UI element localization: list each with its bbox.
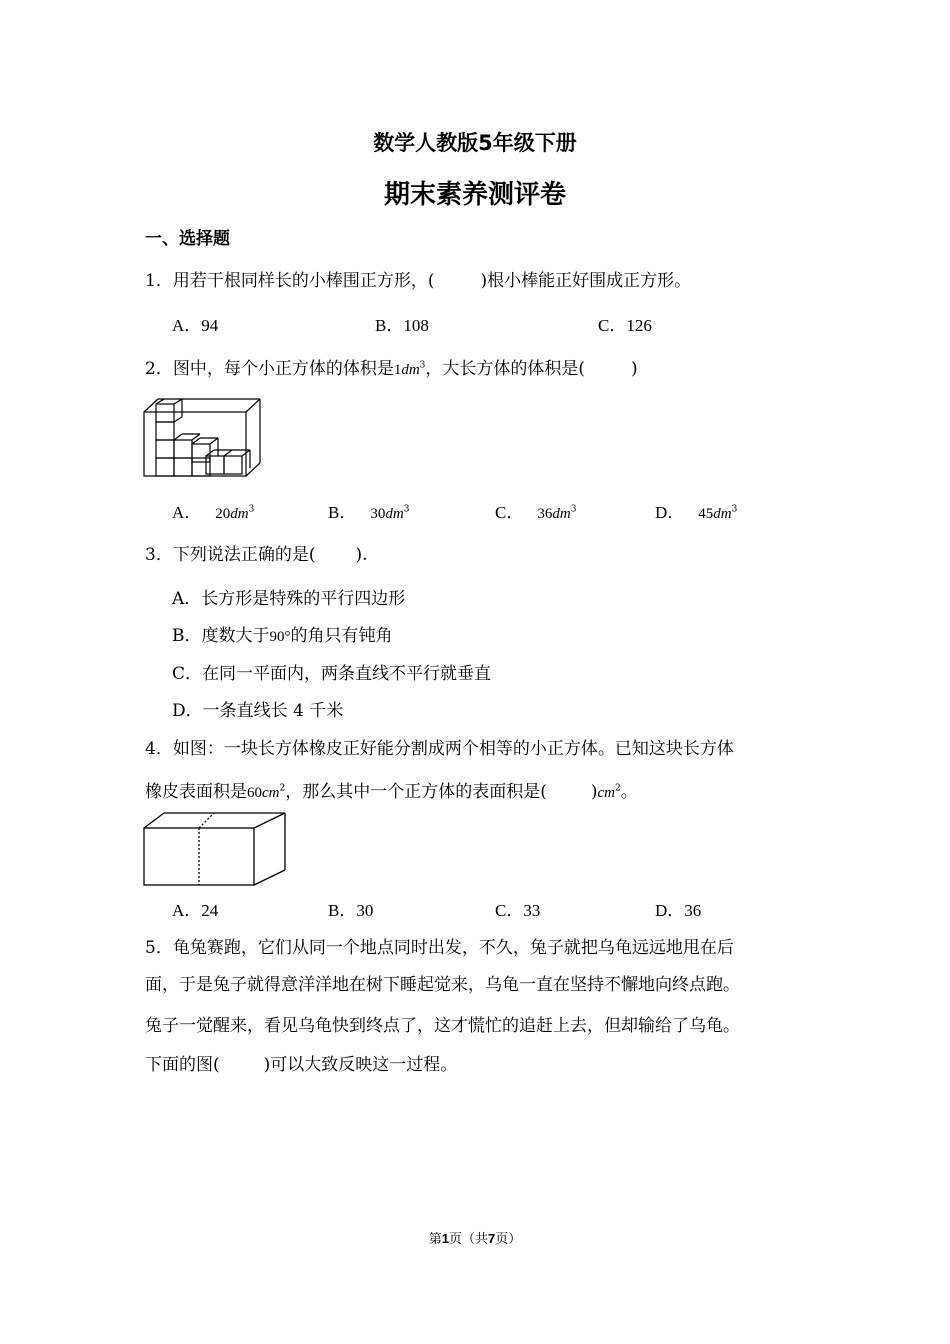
q2-option-a[interactable]: A． $20dm^3$ bbox=[172, 503, 255, 522]
q2-option-b[interactable]: B． $30dm^3$ bbox=[328, 503, 410, 522]
title-line-1: 数学人教版5年级下册 bbox=[373, 131, 577, 155]
q3-option-d[interactable]: D．一条直线长 4 千米 bbox=[172, 701, 344, 721]
title-line-2: 期末素养测评卷 bbox=[383, 180, 566, 210]
question-text: 下列说法正确的是( bbox=[172, 545, 316, 565]
question-4-line-1: 4．如图：一块长方体橡皮正好能分割成两个相等的小正方体。已知这块长方体 bbox=[145, 739, 734, 759]
q4-option-d[interactable]: D．36 bbox=[655, 901, 702, 920]
section-heading: 一、选择题 bbox=[145, 229, 230, 249]
q2-option-c[interactable]: C． $36dm^3$ bbox=[495, 503, 577, 522]
question-1 bbox=[145, 266, 691, 291]
question-text: )根小棒能正好围成正方形。 bbox=[480, 271, 692, 291]
question-5-line-4: 下面的图( )可以大致反映这一过程。 bbox=[145, 1055, 458, 1075]
q2-option-d[interactable]: D． $45dm^3$ bbox=[655, 503, 738, 522]
q3-option-a[interactable]: A．长方形是特殊的平行四边形 bbox=[172, 589, 406, 609]
question-number: 3． bbox=[145, 545, 173, 565]
question-5-line-1: 5．龟兔赛跑，它们从同一个地点同时出发，不久，兔子就把乌龟远远地甩在后 bbox=[145, 938, 734, 958]
question-5-line-2: 面，于是兔子就得意洋洋地在树下睡起觉来，乌龟一直在坚持不懈地向终点跑。 bbox=[145, 975, 740, 995]
cuboid-figure bbox=[140, 810, 290, 888]
question-5-line-3: 兔子一觉醒来，看见乌龟快到终点了，这才慌忙的追赶上去，但却输给了乌龟。 bbox=[145, 1016, 740, 1036]
q4-option-a[interactable]: A．24 bbox=[172, 901, 219, 920]
question-2: 2．图中，每个小正方体的体积是$1dm^3$，大长方体的体积是( ) bbox=[145, 359, 638, 379]
question-text: 用若干根同样长的小棒围正方形，( bbox=[172, 271, 435, 291]
question-number: 5． bbox=[145, 938, 173, 958]
cube-stack-figure bbox=[140, 396, 265, 480]
question-3: 3．下列说法正确的是( ). bbox=[145, 545, 368, 565]
question-number: 1． bbox=[145, 271, 173, 291]
question-number: 4． bbox=[145, 739, 173, 759]
question-number: 2． bbox=[145, 359, 173, 379]
q3-option-c[interactable]: C．在同一平面内，两条直线不平行就垂直 bbox=[172, 664, 492, 684]
q4-option-c[interactable]: C．33 bbox=[495, 901, 541, 920]
q4-option-b[interactable]: B．30 bbox=[328, 901, 374, 920]
q1-option-c[interactable]: C．126 bbox=[598, 316, 652, 335]
page-footer: 第1页（共7页） bbox=[428, 1231, 522, 1247]
question-4-line-2: 橡皮表面积是$60cm^2$，那么其中一个正方体的表面积是( )$cm^2$。 bbox=[145, 782, 638, 802]
question-text: 图中，每个小正方体的体积是 bbox=[172, 359, 394, 379]
q3-option-b[interactable]: B．度数大于90°的角只有钝角 bbox=[172, 626, 393, 646]
q1-option-b[interactable]: B．108 bbox=[375, 316, 429, 335]
question-text: ，大长方体的体积是( bbox=[425, 359, 586, 379]
q1-option-a[interactable]: A．94 bbox=[172, 316, 219, 335]
